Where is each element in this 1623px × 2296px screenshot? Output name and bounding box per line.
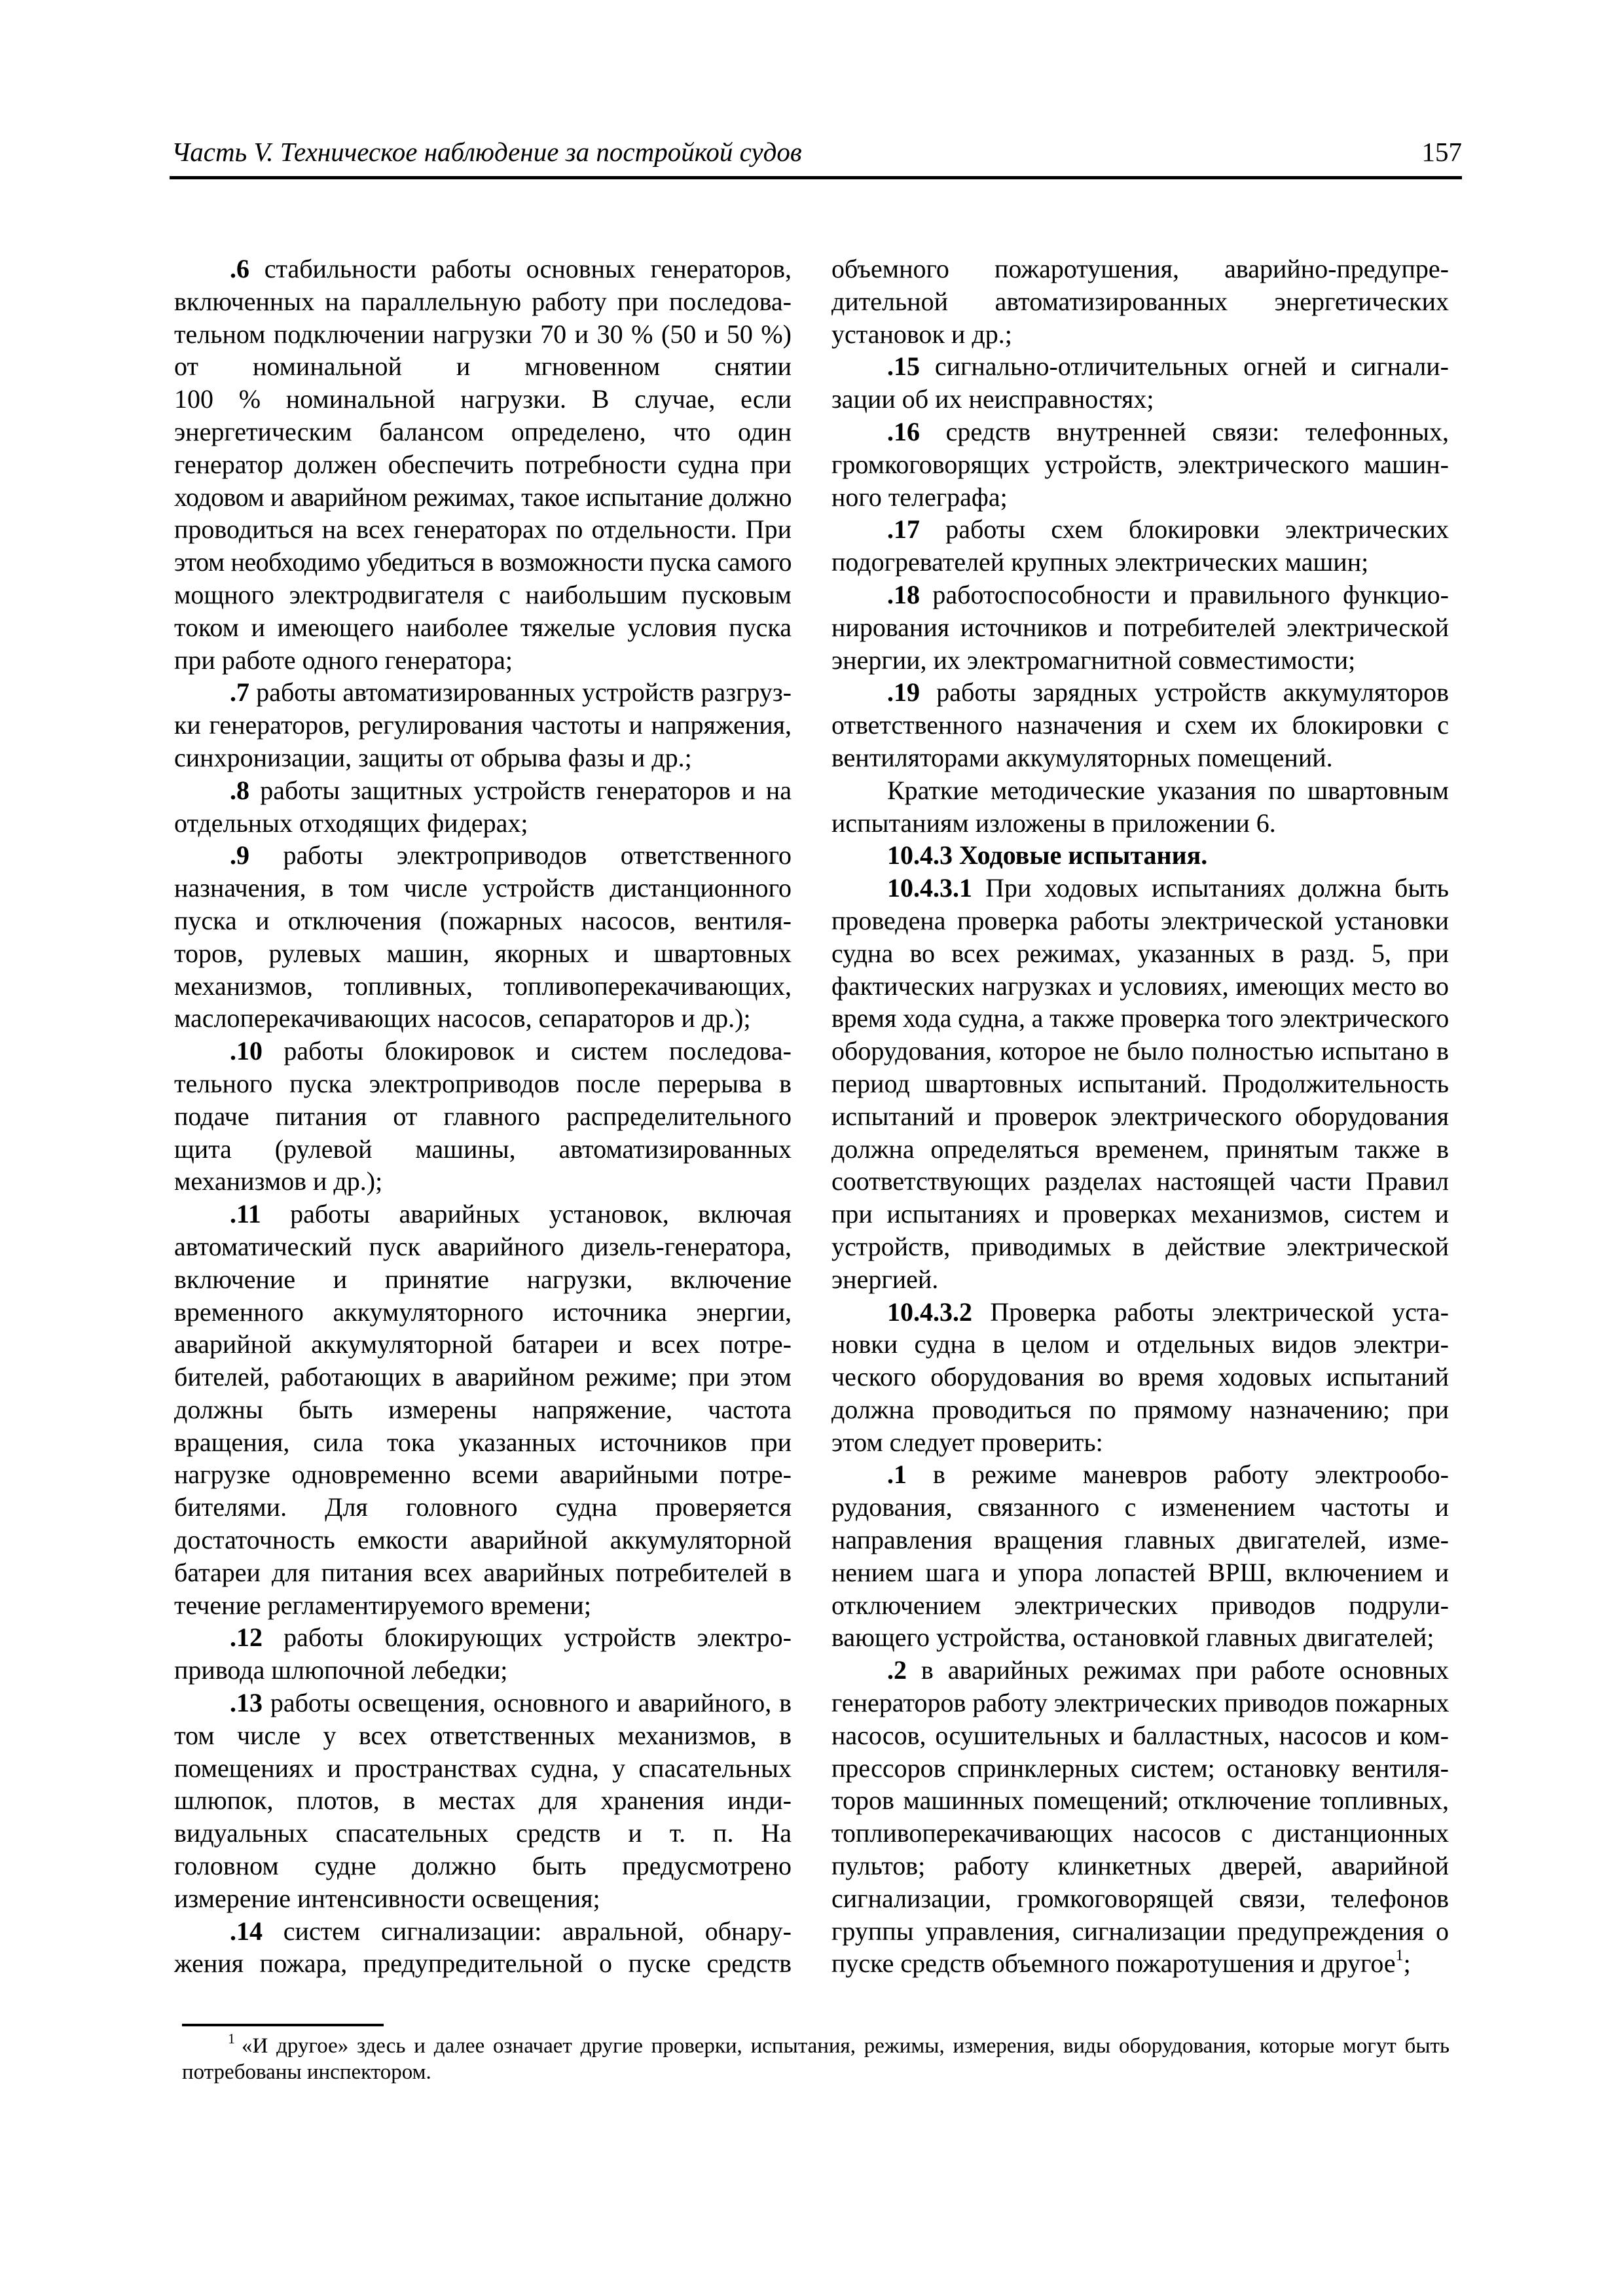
line-text: работы автоматизированных устройств разгруз- [249,677,792,708]
paragraph-line [831,1621,1449,1654]
paragraph-line [174,383,792,416]
paragraph-line [174,1882,792,1915]
paragraph-line [174,611,792,644]
item-number: .8 [230,775,249,805]
paragraph-line [831,611,1449,644]
line-text: маслоперекачивающих насосов, сепараторов и др.); [174,1003,751,1033]
line-text: должна проводиться по прямому назначению; при [831,1394,1449,1424]
paragraph-line [831,676,1449,709]
item-number: .7 [230,677,249,708]
line-text: направления вращения главных двигателей, изме- [831,1525,1449,1555]
line-text: генераторов работу электрических приводов пожарных [831,1688,1450,1718]
paragraph-line [174,742,792,774]
line-text: током и имеющего наиболее тяжелые условия пуска [174,612,792,642]
paragraph-line [174,1133,792,1166]
line-text: должна определяться временем, принятым также в [831,1134,1449,1164]
line-text: ки генераторов, регулирования частоты и напряжения, [174,710,792,740]
paragraph-line [831,1100,1449,1133]
paragraph-line [174,644,792,677]
paragraph-line [831,1067,1449,1100]
line-text: подогревателей крупных электрических машин; [831,547,1369,577]
paragraph-line [831,546,1449,579]
line-text: судна во всех режимах, указанных в разд. 5, при [831,938,1449,968]
paragraph-line [831,383,1449,416]
paragraph-line [174,1621,792,1654]
paragraph-line [831,1882,1449,1915]
line-text: должны быть измерены напряжение, частота [174,1394,792,1424]
footnote-separator [182,2024,384,2026]
line-text: временного аккумуляторного источника энергии, [174,1297,792,1327]
paragraph-line [174,513,792,546]
line-text: средств внутренней связи: телефонных, [920,416,1449,446]
paragraph-line [174,1850,792,1882]
line-text: работы схем блокировки электрических [920,514,1449,545]
footnote-marker: 1 [228,2030,235,2047]
page-number: 157 [1421,137,1462,167]
paragraph-line [174,1263,792,1296]
line-text: работы защитных устройств генераторов и на [249,775,792,805]
line-text: течение регламентируемого времени; [174,1590,591,1620]
paragraph-line [174,1784,792,1817]
line-text: работы блокирующих устройств электро- [263,1623,792,1653]
paragraph-line [831,1296,1449,1329]
item-number: 10.4.3.2 [887,1297,972,1327]
paragraph-line [831,1719,1449,1752]
line-text: ческого оборудования во время ходовых испытаний [831,1362,1449,1392]
line-text: назначения, в том числе устройств дистанционного [174,873,792,903]
paragraph-line [174,872,792,905]
right-column [831,253,1449,1980]
line-text: механизмов и др.); [174,1166,383,1196]
item-number: .14 [230,1916,263,1946]
paragraph-line [831,579,1449,611]
line-text: проведена проверка работы электрической установки [831,905,1449,935]
line-text: работы освещения, основного и аварийного, в [263,1688,792,1718]
paragraph-line [174,839,792,872]
line-text: механизмов, топливных, топливоперекачивающих, [174,971,792,1001]
line-text: работы аварийных установок, включая [261,1199,792,1229]
paragraph-line [831,1263,1449,1296]
paragraph-line [831,1426,1449,1459]
line-text: нением шага и упора лопастей ВРШ, включением и [831,1557,1449,1587]
paragraph-line [174,579,792,611]
paragraph-line [831,448,1449,481]
paragraph-line [831,1328,1449,1361]
line-text: ходовом и аварийном режимах, такое испытание должно [174,482,792,512]
paragraph-line [174,448,792,481]
item-number: .13 [230,1688,263,1718]
paragraph-line [174,1589,792,1622]
item-number: .15 [887,351,920,382]
paragraph-line [831,1458,1449,1491]
line-text: отдельных отходящих фидерах; [174,808,528,838]
line-text: синхронизации, защиты от обрыва фазы и др.; [174,742,692,772]
line-text: энергетическим балансом определено, что один [174,416,792,446]
paragraph-line [174,1817,792,1850]
paragraph-line [174,1687,792,1719]
item-number: .18 [887,579,920,609]
paragraph-line [831,253,1449,285]
running-header-title: Часть V. Техническое наблюдение за постройкой судов [172,137,802,167]
line-text: Проверка работы электрической уста- [972,1297,1449,1327]
line-text: работы блокировок и систем последова- [263,1036,792,1066]
paragraph-line [831,872,1449,905]
line-text: громкоговорящих устройств, электрического машин- [831,449,1449,479]
line-text: энергией. [831,1264,939,1294]
line-text: насосов, осушительных и балластных, насосов и ком- [831,1720,1449,1750]
line-text: энергии, их электромагнитной совместимости; [831,645,1356,675]
paragraph-line [831,1491,1449,1524]
line-text: ответственного назначения и схем их блокировки с [831,710,1449,740]
line-text: испытаниям изложены в приложении 6. [831,808,1276,838]
paragraph-line [174,970,792,1003]
paragraph-line [831,1230,1449,1263]
line-text: период швартовных испытаний. Продолжительность [831,1068,1449,1098]
item-number: .12 [230,1623,263,1653]
line-text: привода шлюпочной лебедки; [174,1655,508,1685]
paragraph-line [831,709,1449,742]
line-text: время хода судна, а также проверка того электрического [831,1003,1449,1033]
paragraph-line [174,285,792,318]
line-text: группы управления, сигнализации предупреждения о [831,1916,1449,1946]
line-text: торов, рулевых машин, якорных и швартовных [174,938,792,968]
paragraph-line [831,1165,1449,1198]
paragraph-line [174,676,792,709]
line-text: шлюпок, плотов, в местах для хранения инди- [174,1785,792,1816]
paragraph-line [831,1524,1449,1556]
header-rule [170,176,1462,179]
left-column [174,253,792,1980]
line-text: рудования, связанного с изменением частоты и [831,1492,1449,1522]
line-text: включение и принятие нагрузки, включение [174,1264,792,1294]
line-text: дительной автоматизированных энергетических [831,286,1449,316]
line-text: аварийной аккумуляторной батареи и всех потре- [174,1329,792,1359]
line-text: устройств, приводимых в действие электрической [831,1231,1449,1261]
line-text: вентиляторами аккумуляторных помещений. [831,742,1333,772]
paragraph-line [174,481,792,514]
paragraph-line [831,1784,1449,1817]
paragraph-line [174,318,792,351]
paragraph-line [831,285,1449,318]
paragraph-line [174,1491,792,1524]
line-text: топливоперекачивающих насосов с дистанционных [831,1818,1449,1848]
line-text: этом следует проверить: [831,1427,1103,1457]
line-text: щита (рулевой машины, автоматизированных [174,1134,792,1164]
line-text: работы электроприводов ответственного [249,840,792,870]
line-text: измерение интенсивности освещения; [174,1883,600,1913]
line-text: подаче питания от главного распределительного [174,1101,792,1131]
line-text: помещениях и пространствах судна, у спасательных [174,1753,792,1783]
paragraph-line [831,1556,1449,1589]
line-text: стабильности работы основных генераторов, [249,254,792,283]
paragraph-line [831,1133,1449,1166]
paragraph-line [174,1752,792,1785]
paragraph-line [174,1915,792,1948]
line-text: новки судна в целом и отдельных видов электри- [831,1329,1449,1359]
line-text: пуске средств объемного пожаротушения и другое [831,1948,1396,1979]
item-number: .16 [887,416,920,446]
item-number: .10 [230,1036,263,1066]
paragraph-line [174,546,792,579]
paragraph-line [831,1850,1449,1882]
line-text: проводиться на всех генераторах по отдельности. При [174,514,792,545]
paragraph-line [831,644,1449,677]
line-text: от номинальной и мгновенном снятии [174,351,792,382]
line-text: включенных на параллельную работу при последова- [174,286,792,316]
line-text: ного телеграфа; [831,482,1008,512]
item-number: .1 [887,1460,907,1490]
footnote-line [182,2030,1450,2059]
line-text: бителями. Для головного судна проверяется [174,1492,792,1522]
line-text: тельном подключении нагрузки 70 и 30 % (50 и 50 %) [174,319,792,349]
paragraph-line [831,513,1449,546]
item-number: 10.4.3.1 [887,873,972,903]
item-number: .6 [230,254,249,283]
line-text: пультов; работу клинкетных дверей, аварийной [831,1851,1449,1881]
line-text: в режиме маневров работу электрообо- [907,1460,1449,1490]
paragraph-line [174,1393,792,1426]
line-text: батареи для питания всех аварийных потребителей в [174,1557,792,1587]
item-number: .17 [887,514,920,545]
line-text: жения пожара, предупредительной о пуске средств [174,1948,792,1979]
paragraph-line [174,1361,792,1393]
paragraph-line [174,1198,792,1230]
line-text: Краткие методические указания по швартовным [887,775,1449,805]
paragraph-line [831,970,1449,1003]
paragraph-line [174,905,792,937]
line-text: при работе одного генератора; [174,645,513,675]
line-text: сигнализации, громкоговорящей связи, телефонов [831,1883,1449,1913]
line-text: работы зарядных устройств аккумуляторов [920,677,1449,708]
paragraph-line [831,937,1449,970]
item-number: .19 [887,677,920,708]
line-text: фактических нагрузках и условиях, имеющих место во [831,971,1449,1001]
line-text: в аварийных режимах при работе основных [907,1655,1449,1685]
paragraph-line [174,709,792,742]
paragraph-line [831,1393,1449,1426]
line-text: головном судне должно быть предусмотрено [174,1851,792,1881]
paragraph-line [174,807,792,840]
paragraph-line [831,1817,1449,1850]
paragraph-line [831,1035,1449,1067]
footnote-text: «И другое» здесь и далее означает другие проверки, испытания, режимы, измерения, виды оборудования, которые могут быть [242,2034,1450,2058]
paragraph-line [831,481,1449,514]
line-text: торов машинных помещений; отключение топливных, [831,1785,1449,1816]
line-text: вающего устройства, остановкой главных двигателей; [831,1623,1434,1653]
line-text: прессоров спринклерных систем; остановку вентиля- [831,1753,1449,1783]
line-text: тельного пуска электроприводов после перерыва в [174,1068,792,1098]
line-text: вращения, сила тока указанных источников при [174,1427,792,1457]
paragraph-line [831,1654,1449,1687]
paragraph-line [174,1100,792,1133]
item-number: 10.4.3 Ходовые испытания. [887,840,1208,870]
line-text: соответствующих разделах настоящей части Правил [831,1166,1449,1196]
line-text: при испытаниях и проверках механизмов, систем и [831,1199,1449,1229]
paragraph-line [174,1654,792,1687]
line-text: автоматический пуск аварийного дизель-генератора, [174,1231,792,1261]
paragraph-line [174,350,792,383]
paragraph-line [174,1426,792,1459]
paragraph-line [174,1556,792,1589]
line-text: том числе у всех ответственных механизмов, в [174,1720,792,1750]
line-text: нирования источников и потребителей электрической [831,612,1449,642]
line-text: видуальных спасательных средств и т. п. На [174,1818,792,1848]
paragraph-line [174,1296,792,1329]
paragraph-line [174,1002,792,1035]
item-number: .9 [230,840,249,870]
paragraph-line [831,1002,1449,1035]
paragraph-line [174,774,792,807]
item-number: .2 [887,1655,907,1685]
paragraph-line [831,807,1449,840]
line-text: При ходовых испытаниях должна быть [972,873,1449,903]
paragraph-line [831,774,1449,807]
line-text: установок и др.; [831,319,1012,349]
paragraph-line [831,1752,1449,1785]
paragraph-line [174,1067,792,1100]
line-text: объемного пожаротушения, аварийно-предупре- [831,254,1449,283]
paragraph-line [831,350,1449,383]
paragraph-line [831,1589,1449,1622]
line-text: оборудования, которое не было полностью испытано в [831,1036,1449,1066]
paragraph-line [174,1947,792,1980]
line-text: зации об их неисправностях; [831,384,1154,414]
paragraph-line [174,1035,792,1067]
item-number: .11 [230,1199,261,1229]
paragraph-line [174,937,792,970]
line-text: испытаний и проверок электрического оборудования [831,1101,1449,1131]
line-text: мощного электродвигателя с наибольшим пусковым [174,579,792,609]
line-text: этом необходимо убедиться в возможности пуска самого [174,547,792,577]
paragraph-line [174,1719,792,1752]
footnote-reference: 1 [1395,1947,1404,1965]
paragraph-line [831,1915,1449,1948]
paragraph-line [831,1687,1449,1719]
paragraph-line [174,253,792,285]
footnote-line: потребованы инспектором. [182,2060,431,2084]
paragraph-line [831,416,1449,448]
paragraph-line [174,1230,792,1263]
paragraph-line [174,1328,792,1361]
paragraph-line [831,905,1449,937]
line-tail: ; [1403,1948,1411,1979]
line-text: бителей, работающих в аварийном режиме; при этом [174,1362,792,1392]
paragraph-line [831,1198,1449,1230]
paragraph-line [831,1947,1449,1980]
line-text: отключением электрических приводов подрули- [831,1590,1449,1620]
line-text: достаточность емкости аварийной аккумуляторной [174,1525,792,1555]
line-text: пуска и отключения (пожарных насосов, вентиля- [174,905,792,935]
paragraph-line [174,1524,792,1556]
paragraph-line [831,318,1449,351]
line-text: сигнально-отличительных огней и сигнали- [920,351,1449,382]
paragraph-line [174,1458,792,1491]
line-text: систем сигнализации: авральной, обнару- [263,1916,792,1946]
line-text: работоспособности и правильного функцио- [920,579,1449,609]
paragraph-line [831,839,1449,872]
line-text: нагрузке одновременно всеми аварийными потре- [174,1460,792,1490]
paragraph-line [831,1361,1449,1393]
paragraph-line [831,742,1449,774]
line-text: генератор должен обеспечить потребности судна при [174,449,792,479]
paragraph-line [174,1165,792,1198]
paragraph-line [174,416,792,448]
line-text: 100 % номинальной нагрузки. В случае, если [174,384,792,414]
